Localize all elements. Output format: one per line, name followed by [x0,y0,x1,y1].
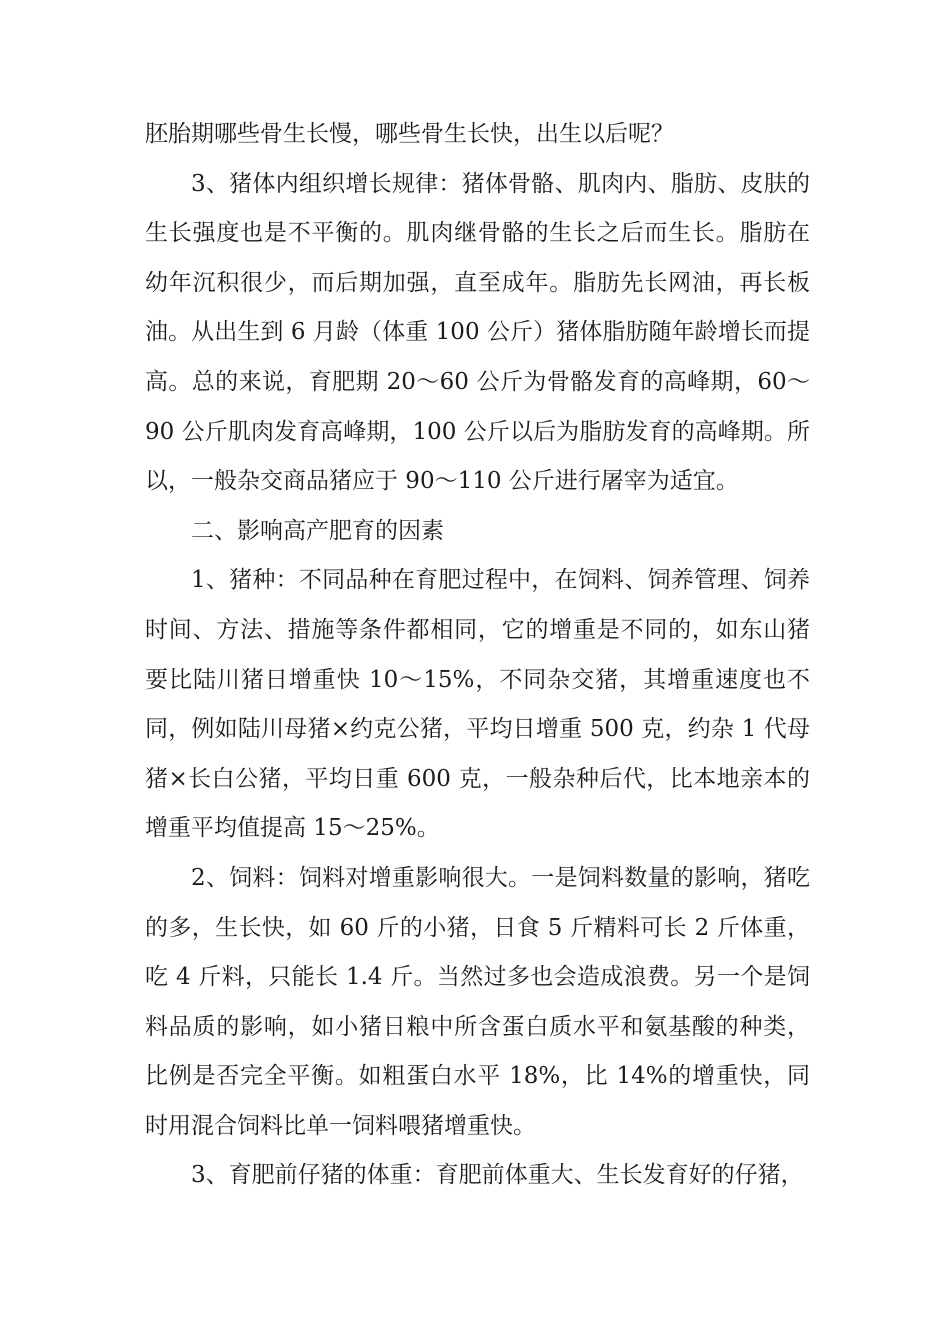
paragraph-tissue-growth: 3、猪体内组织增长规律：猪体骨骼、肌肉内、脂肪、皮肤的生长强度也是不平衡的。肌肉继骨骼的生长之后而生长。脂肪在幼年沉积很少，而后期加强，直至成年。脂肪先长网油，再长板油。从出生到 6 月龄（体重 100 公斤）猪体脂肪随年龄增长而提高。总的来说，育肥期 20～60 公斤为骨骼发育的高峰期，60～90 公斤肌肉发育高峰期，100 公斤以后为脂肪发育的高峰期。所以，一般杂交商品猪应于 90～110 公斤进行屠宰为适宜。 [145,170,810,495]
section-heading-fattening-factors: 二、影响高产肥育的因素 [191,517,444,544]
paragraph-piglet-weight: 3、育肥前仔猪的体重：育肥前体重大、生长发育好的仔猪， [191,1162,804,1189]
paragraph-feed: 2、饲料：饲料对增重影响很大。一是饲料数量的影响，猪吃的多，生长快，如 60 斤的小猪，日食 5 斤精料可长 2 斤体重，吃 4 斤料，只能长 1.4 斤。当然过多也会造成浪费。另一个是饲料品质的影响，如小猪日粮中所含蛋白质水平和氨基酸的种类，比例是否完全平衡。如粗蛋白水平 18%，比 14%的增重快，同时用混合饲料比单一饲料喂猪增重快。 [145,864,810,1139]
paragraph-breed: 1、猪种：不同品种在育肥过程中，在饲料、饲养管理、饲养时间、方法、措施等条件都相同，它的增重是不同的，如东山猪要比陆川猪日增重快 10～15%，不同杂交猪，其增重速度也不同，例如陆川母猪×约克公猪，平均日增重 500 克，约杂 1 代母猪×长白公猪，平均日重 600 克，一般杂种后代，比本地亲本的增重平均值提高 15～25%。 [145,567,810,842]
paragraph-continuation: 胚胎期哪些骨生长慢，哪些骨生长快，出生以后呢？ [145,121,674,147]
document-body [145,110,810,1201]
